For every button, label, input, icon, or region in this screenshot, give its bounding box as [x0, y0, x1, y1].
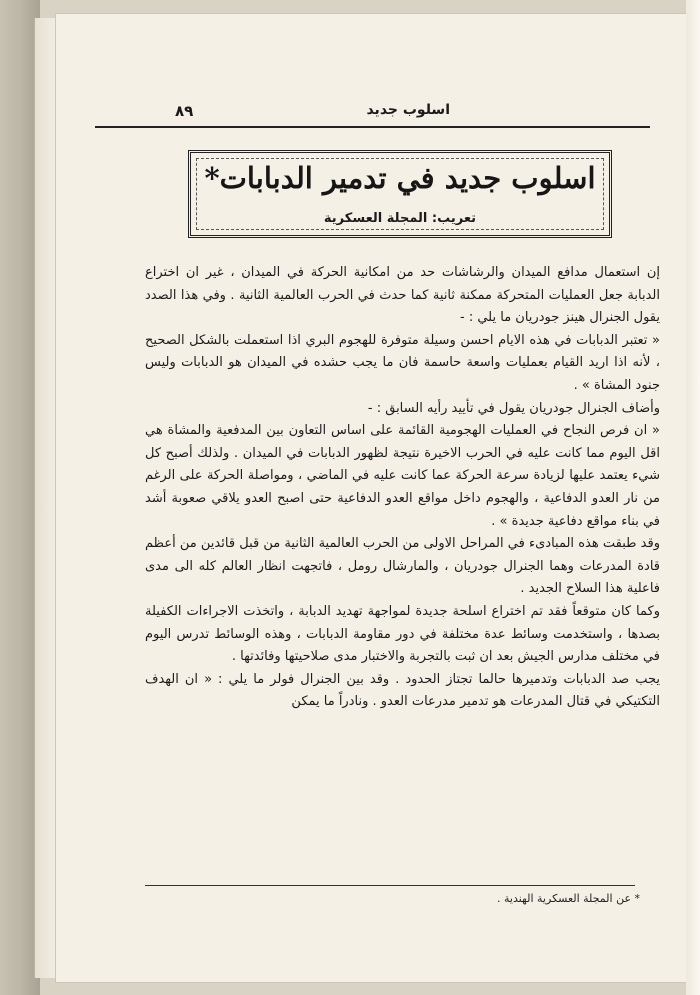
paragraph-6: وكما كان متوقعاً فقد تم اختراع اسلحة جديدة لمواجهة تهديد الدبابة ، واتخذت الاجراءات الكفيلة بصدها ، واستخدمت وسائط عدة مختلفة في دور مقاومة الدبابات ، وهذه الوسائط تدرس اليوم في مختلف مدارس الجيش بعد ان ثبت بالتجربة والاختبار مدى صلاحيتها وفائدتها . [145, 603, 660, 665]
paragraph-7: يجب صد الدبابات وتدميرها حالما تجتاز الحدود . وقد بين الجنرال فولر ما يلي : « ان الهدف التكتيكي في قتال المدرعات هو تدمير مدرعات العدو . ونادراً ما يمكن [145, 671, 660, 710]
paragraph-4: « ان فرص النجاح في العمليات الهجومية القائمة على اساس التعاون بين المدفعية والمشاة هي اقل اليوم مما كانت عليه في الحرب الاخيرة نتيجة لظهور الدبابات في الميدان . ولذلك أصبح كل شيء يعتمد عليها لزيادة سرعة الحركة عما كانت عليه في الماضي ، ومواصلة الحركة على الرغم من نار العدو الدفاعية ، والهجوم داخل مواقع العدو الدفاعية حتى اصبح العدو يلاقي صعوبة أشد في بناء مواقع دفاعية جديدة » . [145, 423, 660, 529]
running-header [95, 102, 650, 128]
paragraph-3: وأضاف الجنرال جودريان يقول في تأييد رأيه السابق : - [367, 400, 660, 416]
title-frame [188, 150, 612, 238]
paragraph-1: إن استعمال مدافع الميدان والرشاشات حد من امكانية الحركة في الميدان ، غير ان اختراع الدبابة جعل العمليات المتحركة ممكنة ثانية كما حدث في الحرب العالمية الثانية . وفي هذا الصدد يقول الجنرال هينز جودريان ما يلي : - [145, 265, 660, 326]
article-body [145, 262, 660, 714]
paragraph-5: وقد طبقت هذه المبادىء في المراحل الاولى من الحرب العالمية الثانية من قبل قائدين من أعظم قادة المدرعات وهما الجنرال جودريان ، والمارشال رومل ، فاتجهت انظار العالم كله الى مدى فاعلية هذا السلاح الجديد . [145, 536, 660, 597]
footnote-divider [145, 885, 635, 886]
page-edge [34, 18, 57, 978]
page-number: ٨٩ [175, 102, 194, 120]
article-title: اسلوب جديد في تدمير الدبابات* [204, 161, 596, 195]
running-header-title: اسلوب جديد [366, 102, 450, 118]
footnote: * عن المجلة العسكرية الهندية . [497, 892, 640, 905]
next-page-edge [686, 0, 700, 995]
paragraph-2: « تعتبر الدبابات في هذه الايام احسن وسيلة متوفرة للهجوم البري اذا استعملت بالشكل الصحيح ، لأنه اذا اريد القيام بعمليات واسعة حاسمة فان ما يجب حشده في الميدان هو الدبابات وليس جنود المشاة » . [145, 332, 660, 393]
article-credit: تعريب: المجلة العسكرية [323, 211, 477, 226]
